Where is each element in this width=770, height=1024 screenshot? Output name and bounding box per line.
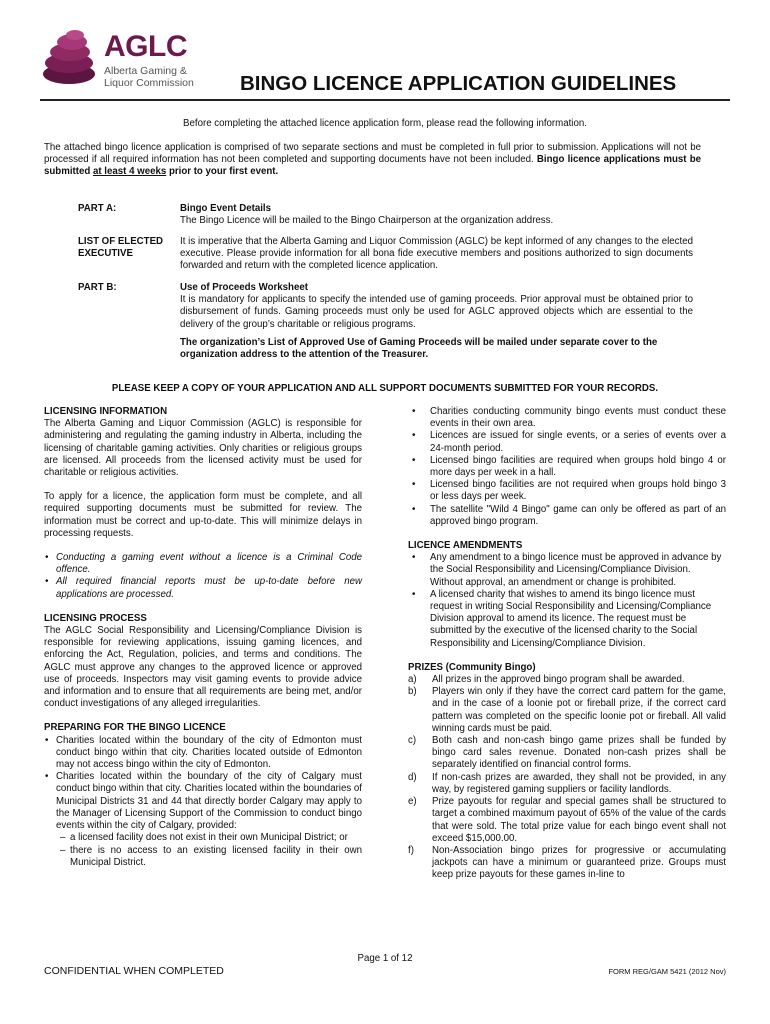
- rule-item: • Licensed bingo facilities are required when groups hold bingo 4 or more days per week in a hall.: [408, 455, 726, 479]
- confidential-label: CONFIDENTIAL WHEN COMPLETED: [44, 965, 224, 977]
- part-a-label: PART A:: [78, 203, 117, 214]
- logo-subtitle-line2: Liquor Commission: [104, 77, 194, 89]
- preparing-list: [44, 735, 362, 869]
- aglc-logo: [42, 26, 232, 90]
- title-rule: [40, 99, 730, 101]
- preparing-item: • Charities located within the boundary of the city of Edmonton must conduct bingo within that city. Charities located outside of Edmonton may not access bingo within the city of Edmonton.: [44, 735, 362, 772]
- licensing-process-heading: LICENSING PROCESS: [44, 612, 147, 624]
- intro-before: Before completing the attached licence application form, please read the following information.: [183, 118, 587, 129]
- prize-item: [408, 796, 726, 845]
- licensing-process-text: The AGLC Social Responsibility and Licensing/Compliance Division is responsible for reviewing applications, issuing gaming licences, and enforcing the Act, Regulation, policies, and terms and conditions. The AGLC must approve any changes to the approved licence or approved use of proceeds. Inspectors may visit gaming events to provide advice and information and to ensure that all requirements are being met, and/or conduct investigations of any alleged irregularities.: [44, 625, 362, 710]
- warning-item: • Conducting a gaming event without a licence is a Criminal Code offence.: [44, 552, 362, 576]
- prize-letter: c): [408, 735, 417, 747]
- form-number: FORM REG/GAM 5421 (2012 Nov): [608, 967, 726, 976]
- prize-item: [408, 845, 726, 882]
- rule-item: • Charities conducting community bingo events must conduct these events in their own area.: [408, 406, 726, 430]
- part-b-label: PART B:: [78, 282, 117, 293]
- keep-copy-notice: PLEASE KEEP A COPY OF YOUR APPLICATION AND ALL SUPPORT DOCUMENTS SUBMITTED FOR YOUR RECORDS.: [111, 383, 659, 394]
- amendments-heading: LICENCE AMENDMENTS: [408, 540, 523, 552]
- logo-subtitle: [104, 65, 194, 89]
- amendment-item: • Any amendment to a bingo licence must be approved in advance by the Social Responsibility and Licensing/Compliance Division. Without approval, an amendment or change is prohibited.: [408, 552, 726, 589]
- prize-letter: d): [408, 771, 417, 783]
- prize-item: [408, 674, 726, 686]
- part-b-text: It is mandatory for applicants to specify the intended use of gaming proceeds. Prior approval must be obtained prior to disbursement of funds. Gaming proceeds must only be used for AGLC approved objects which are essential to the delivery of the group’s charitable or religious programs.: [180, 294, 693, 330]
- intro-bold-a: Bingo licence applications must be submitted: [44, 154, 702, 178]
- licensing-info-heading: LICENSING INFORMATION: [44, 406, 168, 417]
- warning-item: • All required financial reports must be up-to-date before new applications are processed.: [44, 576, 362, 600]
- preparing-heading: PREPARING FOR THE BINGO LICENCE: [44, 722, 226, 734]
- warning-list: [44, 552, 362, 601]
- prize-letter: f): [408, 844, 414, 856]
- preparing-subitem: – there is no access to an existing licensed facility in their own Municipal District.: [44, 845, 362, 869]
- amendment-item: • A licensed charity that wishes to amend its bingo licence must request in writing Social Responsibility and Licensing/Compliance Division approval to amend its licence. The request must be submitted by the executive of the licensed charity to the Social Responsibility and Licensing/Compliance Division.: [408, 589, 726, 650]
- prize-text: All prizes in the approved bingo program shall be awarded.: [432, 674, 685, 686]
- prizes-list: [408, 674, 726, 881]
- page-number: Page 1 of 12: [357, 953, 413, 964]
- prize-item: [408, 686, 726, 735]
- part-a-desc: [180, 203, 693, 227]
- prizes-heading: PRIZES (Community Bingo): [408, 661, 536, 673]
- prize-letter: b): [408, 686, 417, 698]
- part-b-bold-note: The organization’s List of Approved Use of Gaming Proceeds will be mailed under separate cover to the organization address to the attention of the Treasurer.: [180, 336, 658, 361]
- logo-subtitle-line1: Alberta Gaming &: [104, 65, 187, 77]
- executive-label-line2: EXECUTIVE: [78, 248, 133, 260]
- aglc-logo-mark-icon: [42, 28, 100, 86]
- logo-wordmark: AGLC: [104, 30, 187, 63]
- page-title: BINGO LICENCE APPLICATION GUIDELINES: [240, 72, 677, 95]
- prize-text: Non-Association bingo prizes for progressive or accumulating jackpots can have a minimum or guaranteed prize. Groups must keep prize payouts for these games in-line to: [432, 844, 726, 881]
- intro-paragraph: [44, 142, 701, 179]
- rule-item: • Licences are issued for single events, or a series of events over a 24-month period.: [408, 430, 726, 454]
- prize-text: Players win only if they have the correct card pattern for the game, and in the case of a loonie pot or fireball prize, if the correct card pattern was completed on the specific loonie pot or fireball. All valid winning cards must be paid.: [432, 686, 726, 734]
- prize-letter: a): [408, 674, 417, 686]
- amendments-list: [408, 552, 726, 650]
- intro-text: The attached bingo licence application is comprised of two separate sections and must be completed in full prior to submission. Applications will not be processed if all required information has not been completed and supporting documents have not been included.: [44, 142, 701, 166]
- licensing-info-p1: The Alberta Gaming and Liquor Commission (AGLC) is responsible for administering and regulating the gaming industry in Alberta, including the licensing of charitable gaming activities. Only charities or religious groups are licensed. All proceeds from the licensed activity must be used for charitable or religious activities.: [44, 418, 362, 479]
- executive-label-line1: LIST OF ELECTED: [78, 236, 164, 247]
- rule-item: • Licensed bingo facilities are not required when groups hold bingo 3 or less days per week.: [408, 479, 726, 503]
- rule-item: • The satellite "Wild 4 Bingo" game can only be offered as part of an approved bingo program.: [408, 504, 726, 528]
- prize-text: If non-cash prizes are awarded, they shall not be provided, in any way, by registered gaming suppliers or facility landlords.: [432, 771, 726, 795]
- preparing-item: • Charities located within the boundary of the city of Calgary must conduct bingo within that city. Charities located within the boundaries of Municipal Districts 31 and 44 that directly border Calgary may apply to the Manager of Licensing Support of the Commission to conduct bingo events within the city of Calgary, provided:: [44, 771, 362, 832]
- rules-list: [408, 406, 726, 528]
- part-b-desc: [180, 282, 693, 361]
- preparing-subitem: – a licensed facility does not exist in their own Municipal District; or: [44, 832, 362, 844]
- left-column: [44, 406, 362, 869]
- executive-label: [78, 236, 163, 260]
- intro-bold-underline: at least 4 weeks: [93, 166, 167, 178]
- prize-text: Prize payouts for regular and special games shall be structured to target a combined maximum payout of 65% of the value of the cards that were sold. The total prize value for each bingo event shall not exceed $15,000.00.: [432, 796, 726, 844]
- prize-letter: e): [408, 796, 417, 808]
- prize-item: [408, 735, 726, 772]
- prize-text: Both cash and non-cash bingo game prizes shall be funded by bingo card sales revenue. Donated non-cash prizes shall be separately identified on financial control forms.: [432, 735, 726, 771]
- prize-item: [408, 772, 726, 796]
- part-b-heading: Use of Proceeds Worksheet: [180, 282, 308, 293]
- intro-bold-b: prior to your first event.: [168, 166, 279, 178]
- right-column: [408, 406, 726, 882]
- part-a-text: The Bingo Licence will be mailed to the Bingo Chairperson at the organization address.: [180, 215, 554, 227]
- executive-text: It is imperative that the Alberta Gaming and Liquor Commission (AGLC) be kept informed of any changes to the elected executive. Please provide information for all bona fide executive members and positions authorized to sign documents forwarded and return with the completed licence application.: [180, 236, 693, 272]
- part-a-heading: Bingo Event Details: [180, 203, 271, 214]
- licensing-info-p2: To apply for a licence, the application form must be complete, and all required supporting documents must be submitted for review. The information must be correct and up-to-date. This will minimize delays in processing requests.: [44, 491, 362, 539]
